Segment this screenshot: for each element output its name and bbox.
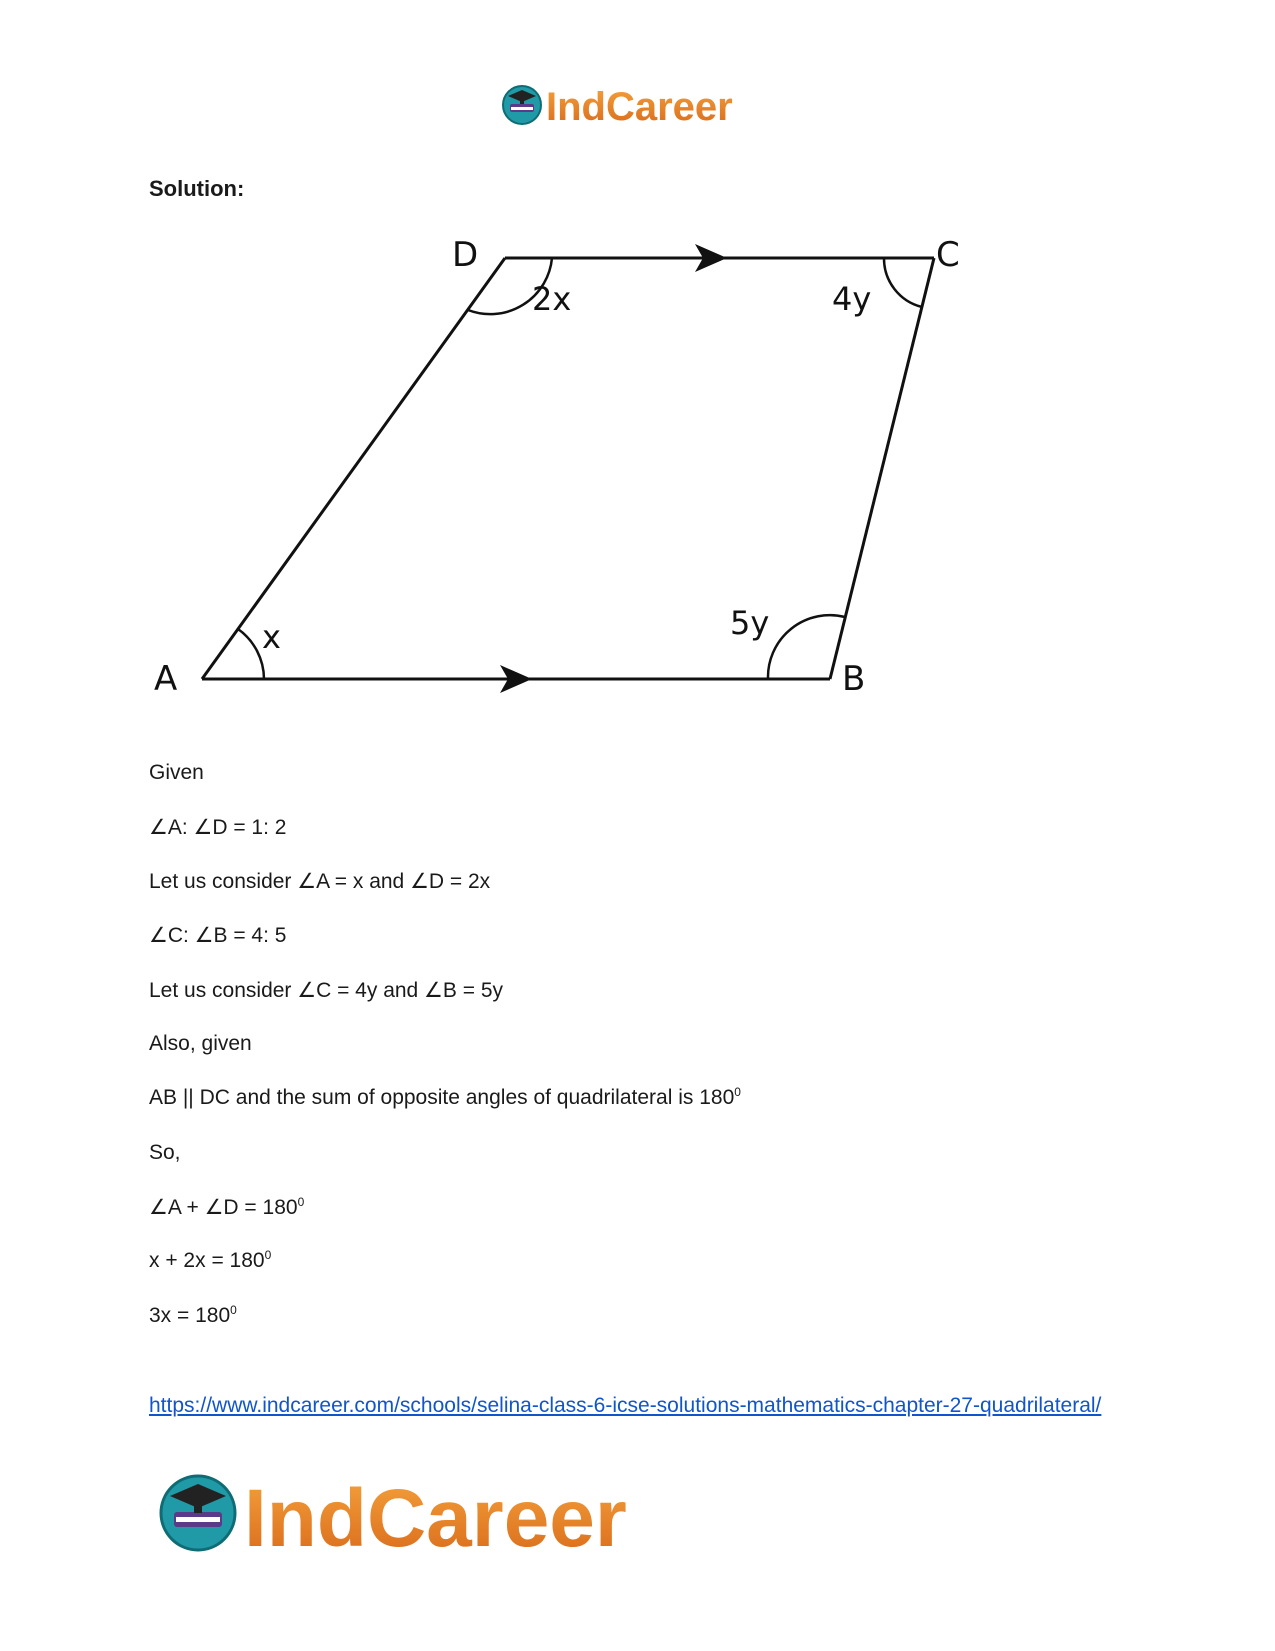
side-bc (830, 258, 934, 679)
text-line: ∠A + ∠D = $180^0$ (149, 1195, 305, 1219)
globe-book-icon (503, 86, 541, 124)
solution-heading: Solution: (149, 176, 245, 201)
source-link[interactable]: https://www.indcareer.com/schools/selina-class-6-icse-solutions-mathematics-chapter-27-quadrilateral/ (149, 1394, 1102, 1417)
logo-text: IndCareer (244, 1473, 627, 1558)
angle-label-b: 5y (730, 604, 770, 642)
quadrilateral-figure (140, 230, 1040, 730)
text-line: Let us consider ∠A = x and ∠D = 2x (149, 870, 491, 893)
angle-label-a: x (262, 618, 281, 656)
text-line: Let us consider ∠C = 4y and ∠B = 5y (149, 979, 504, 1002)
text-line: Also, given (149, 1032, 252, 1055)
angle-label-c: 4y (832, 280, 872, 318)
indcareer-logo-header (500, 80, 780, 130)
text-line: Given (149, 761, 204, 784)
text-line: So, (149, 1141, 181, 1164)
vertex-label-a: A (154, 659, 178, 699)
logo-text: IndCareer (546, 85, 733, 129)
text-line: $x + 2x = 180^0$ (149, 1248, 272, 1272)
angle-arc-a (238, 629, 264, 679)
angle-label-d: 2x (532, 280, 572, 318)
vertex-label-c: C (936, 235, 960, 275)
vertex-label-b: B (842, 659, 866, 699)
text-line: ∠A: ∠D = 1: 2 (149, 816, 287, 839)
indcareer-logo-footer (158, 1468, 698, 1558)
text-line: ∠C: ∠B = 4: 5 (149, 924, 287, 947)
side-da (202, 258, 505, 679)
text-line: $3x = 180^0$ (149, 1303, 237, 1327)
globe-book-icon (161, 1476, 235, 1550)
angle-arc-c (884, 258, 922, 307)
text-line: AB || DC and the sum of opposite angles of quadrilateral is $180^0$ (149, 1085, 741, 1109)
vertex-label-d: D (452, 235, 479, 275)
